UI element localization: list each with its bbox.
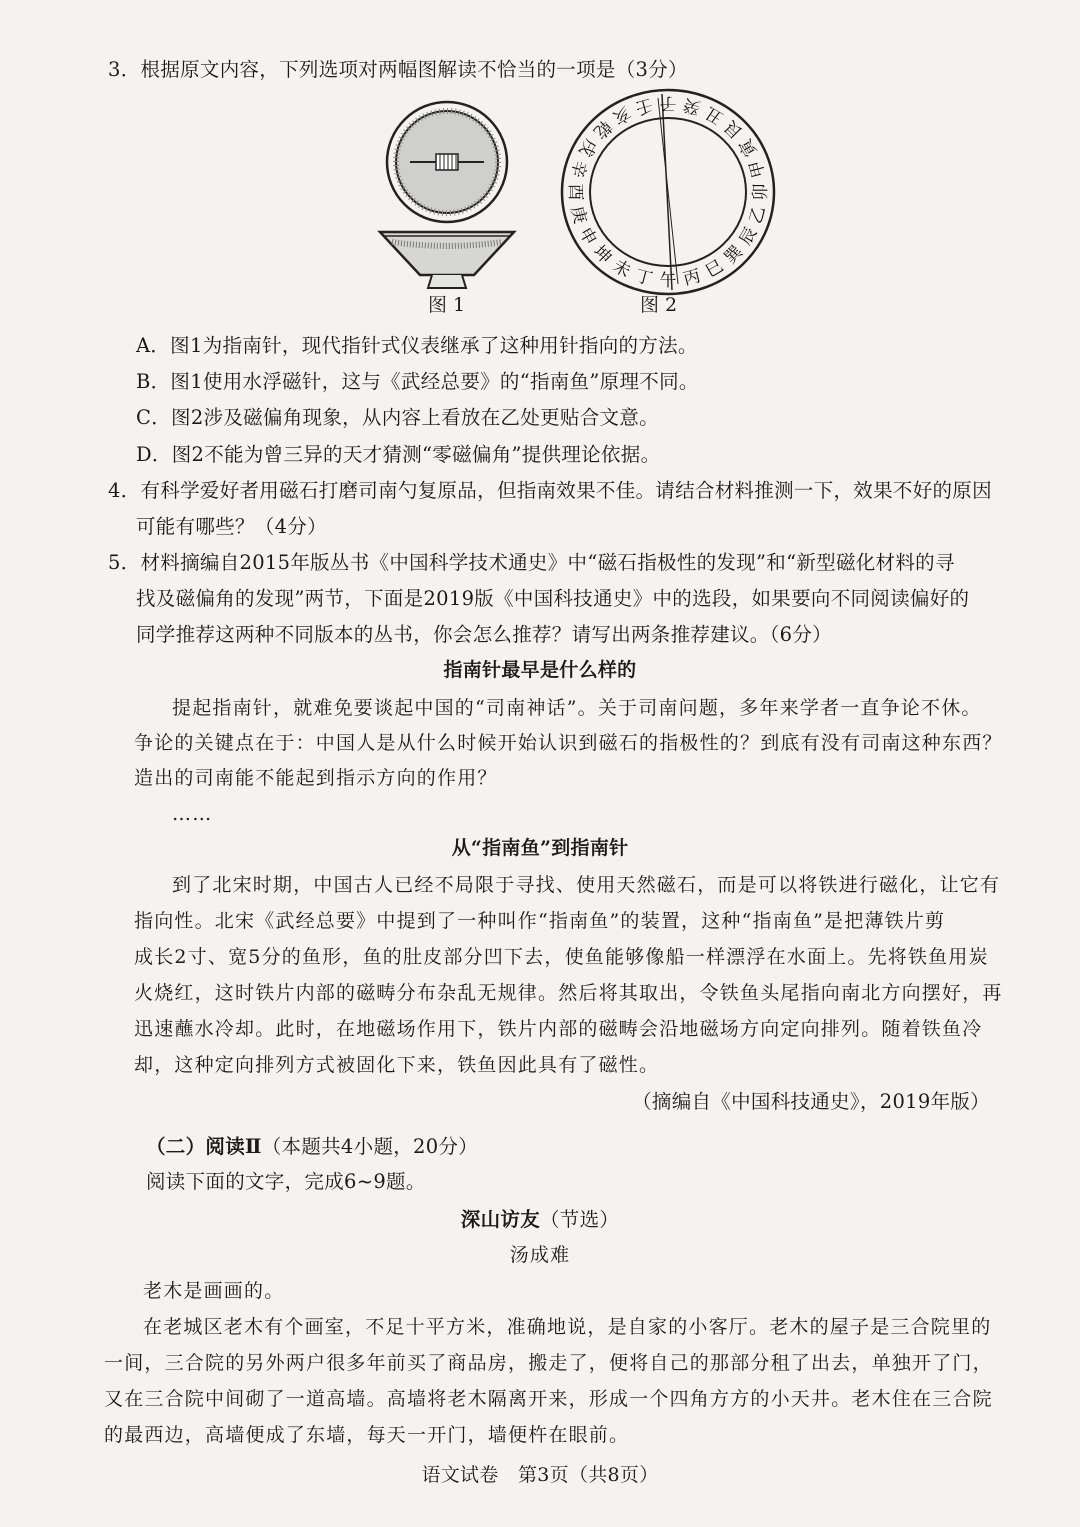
compass-dial-char: 癸 — [681, 94, 703, 118]
compass-dial-char: 戌 — [574, 135, 601, 160]
compass-dial-char: 壬 — [633, 94, 655, 118]
compass-dial-char: 子 — [659, 93, 677, 113]
figure-2-caption: 图 2 — [640, 294, 678, 316]
story-author: 汤成难 — [509, 1244, 571, 1266]
question-4-line-2: 可能有哪些？（4分） — [136, 515, 327, 538]
story-line-3: 一间，三合院的另外两户很多年前买了商品房，搬走了，便将自己的那部分租了出去，单独开了门， — [104, 1352, 993, 1374]
excerpt-p2-line-2: 指向性。北宋《武经总要》中提到了一种叫作“指南鱼”的装置，这种“指南鱼”是把薄铁片剪 — [134, 910, 946, 932]
excerpt-source: （摘编自《中国科技通史》，2019年版） — [632, 1090, 990, 1113]
question-4-line-1: 4．有科学爱好者用磁石打磨司南勺复原品，但指南效果不佳。请结合材料推测一下，效果不好的原因 — [108, 479, 992, 502]
compass-dial-char: 乾 — [589, 116, 616, 143]
compass-dial-char: 庚 — [566, 204, 590, 226]
question-5-line-2: 找及磁偏角的发现”两节，下面是2019版《中国科技通史》中的选段，如果要向不同阅读偏好的 — [136, 587, 970, 610]
section-2-heading-suffix: （本题共4小题，20分） — [261, 1135, 479, 1158]
compass-dial-char: 未 — [609, 256, 634, 282]
compass-dial-char: 艮 — [720, 116, 747, 143]
section-2-instruction: 阅读下面的文字，完成6~9题。 — [146, 1170, 426, 1193]
compass-dial-char: 辰 — [735, 224, 762, 249]
figure-1-caption: 图 1 — [428, 294, 466, 316]
story-title-note: （节选） — [540, 1208, 620, 1231]
page-footer: 语文试卷 第3页（共8页） — [421, 1464, 659, 1486]
story-line-2: 在老城区老木有个画室，不足十平方米，准确地说，是自家的小客厅。老木的屋子是三合院里的 — [143, 1316, 992, 1338]
story-title — [0, 1206, 1080, 1234]
story-line-4: 又在三合院中间砌了一道高墙。高墙将老木隔离开来，形成一个四角方方的小天井。老木住在三合院 — [104, 1388, 993, 1410]
excerpt-p1-line-1: 提起指南针，就难免要谈起中国的“司南神话”。关于司南问题，多年来学者一直争论不休。 — [172, 697, 982, 719]
section-2-heading-prefix: （二）阅读Ⅱ — [146, 1135, 262, 1158]
compass-dial-char: 辛 — [566, 158, 590, 180]
compass-dial-char: 寅 — [735, 135, 762, 160]
excerpt-p2-line-4: 火烧红，这时铁片内部的磁畴分布杂乱无规律。然后将其取出，令铁鱼头尾指向南北方向摆好，再 — [134, 982, 1003, 1004]
compass-dial-char: 丑 — [702, 102, 727, 128]
option-c: C．图2涉及磁偏角现象，从内容上看放在乙处更贴合文意。 — [136, 406, 659, 429]
section-2-heading — [146, 1133, 478, 1161]
question-5-line-3: 同学推荐这两种不同版本的丛书，你会怎么推荐？请写出两条推荐建议。（6分） — [136, 623, 832, 646]
compass-dial-char: 午 — [659, 271, 677, 291]
excerpt-title-1: 指南针最早是什么样的 — [443, 659, 637, 681]
story-line-5: 的最西边，高墙便成了东墙，每天一开门，墙便杵在眼前。 — [104, 1424, 630, 1446]
excerpt-p1-line-3: 造出的司南能不能起到指示方向的作用？ — [134, 767, 498, 789]
story-title-main: 深山访友 — [460, 1208, 540, 1231]
figure-1-compass-bowl — [372, 100, 522, 300]
compass-dial-char: 甲 — [746, 158, 770, 180]
option-d: D．图2不能为曾三异的天才猜测“零磁偏角”提供理论依据。 — [136, 443, 661, 466]
compass-dial-char: 酉 — [565, 183, 585, 201]
compass-dial-char: 乙 — [746, 204, 770, 226]
question-5-line-1: 5．材料摘编自2015年版丛书《中国科学技术通史》中“磁石指极性的发现”和“新型磁化材料的寻 — [108, 551, 955, 574]
figure-2-compass-dial — [558, 88, 778, 296]
compass-dial-char: 巳 — [702, 256, 727, 282]
compass-dial-char: 丙 — [681, 266, 703, 290]
excerpt-p2-line-5: 迅速蘸水冷却。此时，在地磁场作用下，铁片内部的磁畴会沿地磁场方向定向排列。随着铁鱼冷 — [134, 1018, 983, 1040]
excerpt-p2-line-3: 成长2寸、宽5分的鱼形，鱼的肚皮部分凹下去，使鱼能够像船一样漂浮在水面上。先将铁鱼用炭 — [134, 946, 989, 968]
option-b: B．图1使用水浮磁针，这与《武经总要》的“指南鱼”原理不同。 — [136, 370, 699, 393]
compass-dial-char: 丁 — [633, 266, 655, 290]
compass-dial-char: 亥 — [609, 102, 634, 128]
excerpt-title-2: 从“指南鱼”到指南针 — [451, 837, 629, 859]
compass-dial-char: 卯 — [751, 183, 771, 201]
story-line-1: 老木是画画的。 — [143, 1280, 285, 1302]
option-a: A．图1为指南针，现代指针式仪表继承了这种用针指向的方法。 — [136, 334, 698, 357]
excerpt-p2-line-6: 却，这种定向排列方式被固化下来，铁鱼因此具有了磁性。 — [134, 1054, 660, 1076]
question-3-stem: 3．根据原文内容，下列选项对两幅图解读不恰当的一项是（3分） — [108, 58, 688, 81]
excerpt-p1-line-2: 争论的关键点在于：中国人是从什么时候开始认识到磁石的指极性的？到底有没有司南这种东西？ — [134, 732, 1003, 754]
excerpt-p2-line-1: 到了北宋时期，中国古人已经不局限于寻找、使用天然磁石，而是可以将铁进行磁化，让它有 — [172, 874, 1001, 896]
excerpt-ellipsis: …… — [172, 803, 213, 825]
compass-dial-char: 巽 — [720, 241, 747, 268]
compass-dial-char: 申 — [574, 224, 601, 249]
compass-dial-char: 坤 — [589, 241, 616, 268]
